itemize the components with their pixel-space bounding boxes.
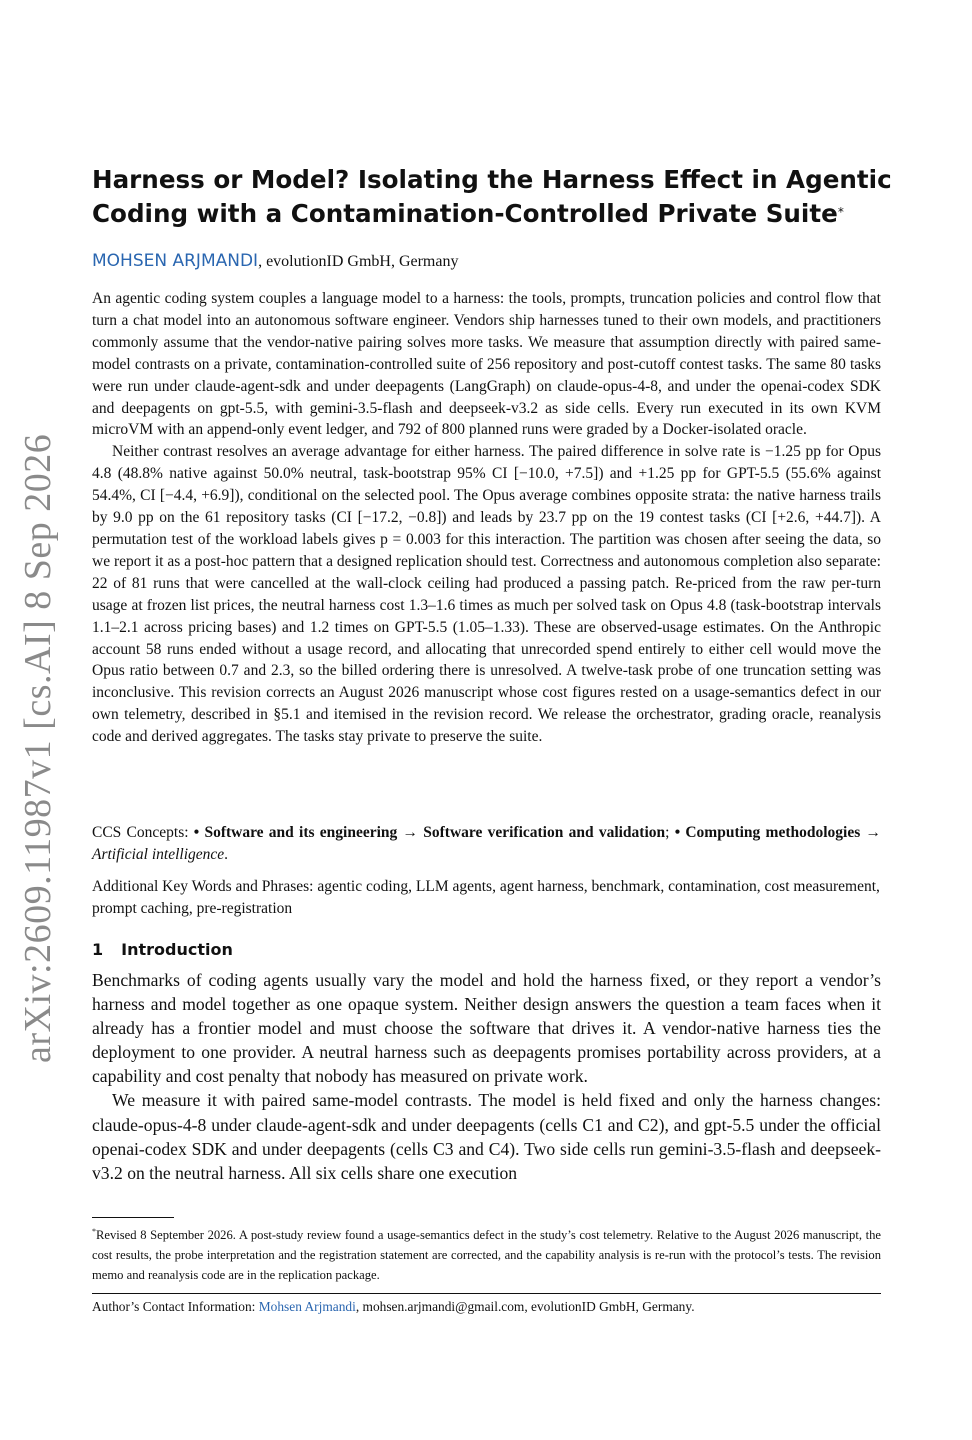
footnote-mark: *: [92, 1227, 96, 1236]
abstract-paragraph-2: Neither contrast resolves an average advantage for either harness. The paired difference in solve rate is −1.25 pp for Opus 4.8 (48.8% native against 50.0% neutral, task-bootstrap 95% CI [−10.0, +7.5]) and +1.25 pp for GPT-5.5 (55.6% against 54.4%, CI [−4.4, +6.9]), conditional on the selected pool. The Opus average combines opposite strata: the native harness trails by 9.0 pp on the 61 repository tasks (CI [−17.2, −0.8]) and leads by 23.7 pp on the 19 contest tasks (CI [+2.6, +44.7]). A permutation test of the workload labels gives p = 0.003 for this interaction. The partition was chosen after seeing the data, so we report it as a post-hoc pattern that a designed replication should test. Correctness and autonomous completion also separate: 22 of 81 runs that were cancelled at the wall-clock ceiling had produced a passing patch. Re-priced from the raw per-turn usage at frozen list prices, the neutral harness cost 1.3–1.6 times as much per solved task on Opus 4.8 (task-bootstrap intervals 1.1–2.1 across pricing bases) and 1.2 times on GPT-5.5 (1.05–1.33). These are observed-usage estimates. On the Anthropic account 58 runs ended without a usage record, and allocating that unrecorded spend entirely to either cell would move the Opus ratio between 0.7 and 2.3, so the billed ordering there is unresolved. A twelve-task probe of one truncation setting was inconclusive. This revision corrects an August 2026 manuscript whose cost figures rested on a usage-semantics defect in our own telemetry, described in §5.1 and itemised in the revision record. We release the orchestrator, grading oracle, reanalysis code and derived aggregates. The tasks stay private to preserve the suite.: [92, 443, 881, 746]
ccs-concepts: [92, 822, 881, 866]
contact-author-link[interactable]: Mohsen Arjmandi: [258, 1299, 356, 1314]
section-heading: [92, 940, 233, 959]
contact-details: , mohsen.arjmandi@gmail.com, evolutionID GmbH, Germany.: [355, 1299, 695, 1314]
paper-title: [92, 163, 892, 231]
author-line: [92, 251, 458, 271]
abstract-paragraph-1: An agentic coding system couples a language model to a harness: the tools, prompts, truncation policies and control flow that turn a chat model into an autonomous software engineer. Vendors ship harnesses tuned to their own models, and practitioners commonly assume that the vendor-native pairing solves more tasks. We measure that assumption directly with paired same-model contrasts on a private, contamination-controlled suite of 256 repository and post-cutoff contest tasks. The same 80 tasks were run under claude-agent-sdk and under deepagents (LangGraph) on claude-opus-4-8, and under the openai-codex SDK and deepagents on gpt-5.5, with gemini-3.5-flash and deepseek-v3.2 as side cells. Every run executed in its own KVM microVM with an append-only event ledger, and 792 of 800 planned runs were graded by a Docker-isolated oracle.: [92, 290, 881, 439]
title-footnote-mark[interactable]: *: [837, 205, 844, 219]
section-number: 1: [92, 940, 104, 959]
introduction-body: [92, 968, 881, 1185]
author-affiliation: , evolutionID GmbH, Germany: [258, 253, 459, 270]
ccs-label: CCS Concepts:: [92, 824, 194, 841]
keywords: Additional Key Words and Phrases: agentic coding, LLM agents, agent harness, benchmark, contamination, cost measurement, prompt caching, pre-registration: [92, 878, 880, 917]
footnote-text: Revised 8 September 2026. A post-study review found a usage-semantics defect in the study’s cost telemetry. Relative to the August 2026 manuscript, the cost results, the probe interpretation and the registration statement are corrected, and the capability analysis is re-run with the protocol’s tests. The revision memo and reanalysis code are in the replication package.: [92, 1228, 881, 1283]
ccs-arrow-2: →: [860, 824, 882, 841]
contact-label: Author’s Contact Information:: [92, 1299, 259, 1314]
ccs-arrow-1: →: [397, 824, 424, 841]
intro-paragraph-1: Benchmarks of coding agents usually vary the model and hold the harness fixed, or they report a vendor’s harness and model together as one opaque system. Neither design answers the question a team faces when it already has a frontier model and must choose the software that drives it. A vendor-native harness ties the deployment to one provider. A neutral harness such as deepagents promises portability across providers, at a capability and cost penalty that nobody has measured on private work.: [92, 970, 881, 1087]
footnote-rule: [92, 1217, 174, 1218]
author-name[interactable]: MOHSEN ARJMANDI: [92, 251, 259, 271]
ccs-item-1: Software verification and validation: [423, 824, 666, 841]
section-title: Introduction: [121, 940, 233, 959]
ccs-category-1: • Software and its engineering: [193, 824, 398, 841]
ccs-category-2: • Computing methodologies: [674, 824, 861, 841]
ccs-item-2: Artificial intelligence: [92, 846, 225, 863]
ccs-separator: ;: [665, 824, 675, 841]
paper-title-text: Harness or Model? Isolating the Harness Effect in Agentic Coding with a Contamination-Controlled Private Suite: [92, 165, 892, 228]
arxiv-identifier: arXiv:2609.11987v1 [cs.AI] 8 Sep 2026: [17, 433, 59, 1063]
abstract: [92, 288, 881, 748]
intro-paragraph-2: We measure it with paired same-model contrasts. The model is held fixed and only the harness changes: claude-opus-4-8 under claude-agent-sdk and under deepagents (cells C1 and C2), and gpt-5.5 under the official openai-codex SDK and under deepagents (cells C3 and C4). Two side cells run gemini-3.5-flash and deepseek-v3.2 on the neutral harness. All six cells share one execution: [92, 1090, 881, 1183]
ccs-end: .: [224, 846, 229, 863]
footnote: [92, 1222, 881, 1285]
contact-rule: [92, 1293, 881, 1294]
contact-information: [92, 1297, 695, 1317]
